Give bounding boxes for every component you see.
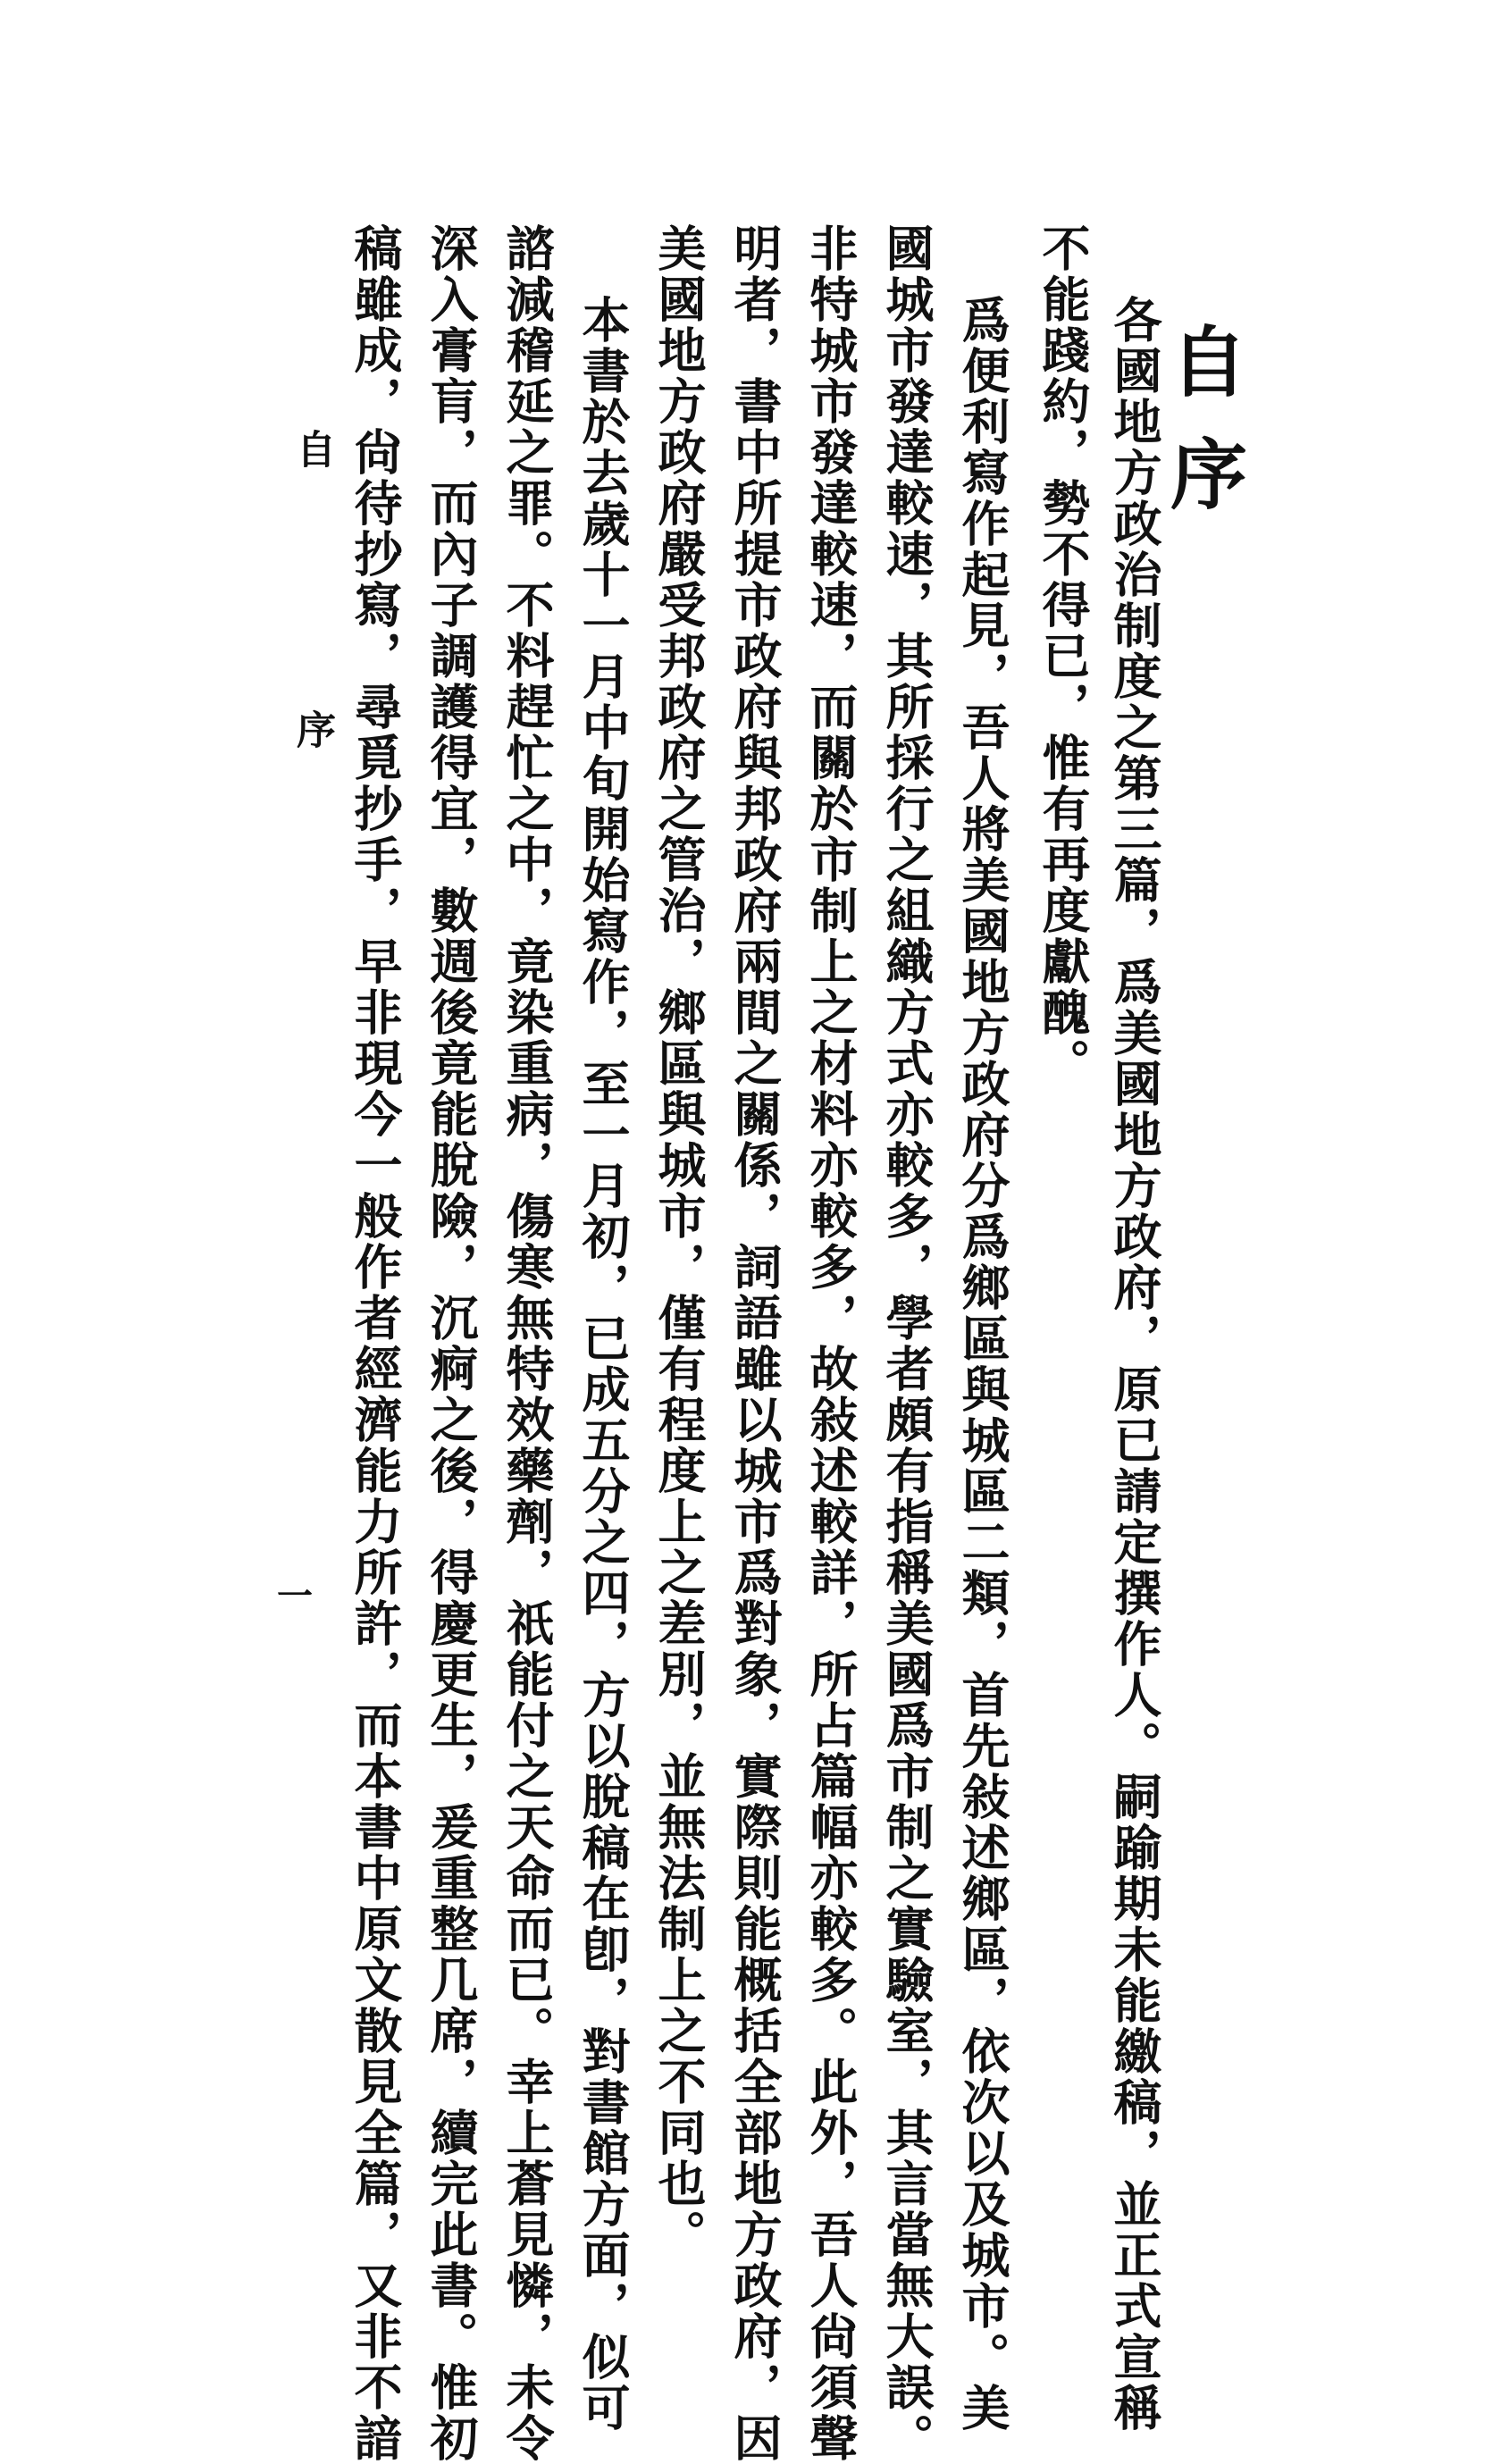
text-column-6: 明者，書中所提市政府與邦政府兩間之關係，詞語雖以城市爲對象，實際則能概括全部地方政府，因 [726,223,784,2464]
text-column-5: 非特城市發達較速，而關於市制上之材料亦較多，故敍述較詳，所占篇幅亦較多。此外，吾人尙須聲 [802,223,860,2464]
running-head: 自序 [289,429,335,990]
text-column-2: 不能踐約，勢不得已，惟有再度獻醜。 [1035,223,1092,1089]
text-column-10: 深入膏肓，而內子調護得宜，數週後竟能脫險，沉痾之後，得慶更生，爰重整几席，續完此書。惟初 [423,223,480,2464]
text-column-1: 各國地方政治制度之第三篇，爲美國地方政府，原已請定撰作人。嗣踰期未能繳稿，並正式宣稱 [1106,295,1163,2434]
text-column-8: 本書於去歲十一月中旬開始寫作，至一月初，已成五分之四，方以脫稿在卽，對書館方面，似可 [574,295,632,2434]
text-column-4: 國城市發達較速，其所採行之組織方式亦較多，學者頗有指稱美國爲市制之實驗室，其言當無大誤。 [878,223,935,2464]
text-column-9: 諮減稽延之罪。不料趕忙之中，竟染重病，傷寒無特效藥劑，祇能付之天命而已。幸上蒼見憐，未令 [499,223,556,2464]
text-column-3: 爲便利寫作起見，吾人將美國地方政府分爲鄉區與城區二類，首先敍述鄉區，依次以及城市。美 [954,295,1011,2434]
preface-title: 自序 [1157,322,1247,547]
text-column-7: 美國地方政府嚴受邦政府之管治，鄉區與城市，僅有程度上之差別，並無法制上之不同也。 [650,223,708,2260]
text-column-11: 稿雖成，尙待抄寫，尋覓抄手，早非現今一般作者經濟能力所許，而本書中原文散見全篇，又非不諳 [347,223,404,2464]
page-number: 一 [277,1575,313,1617]
